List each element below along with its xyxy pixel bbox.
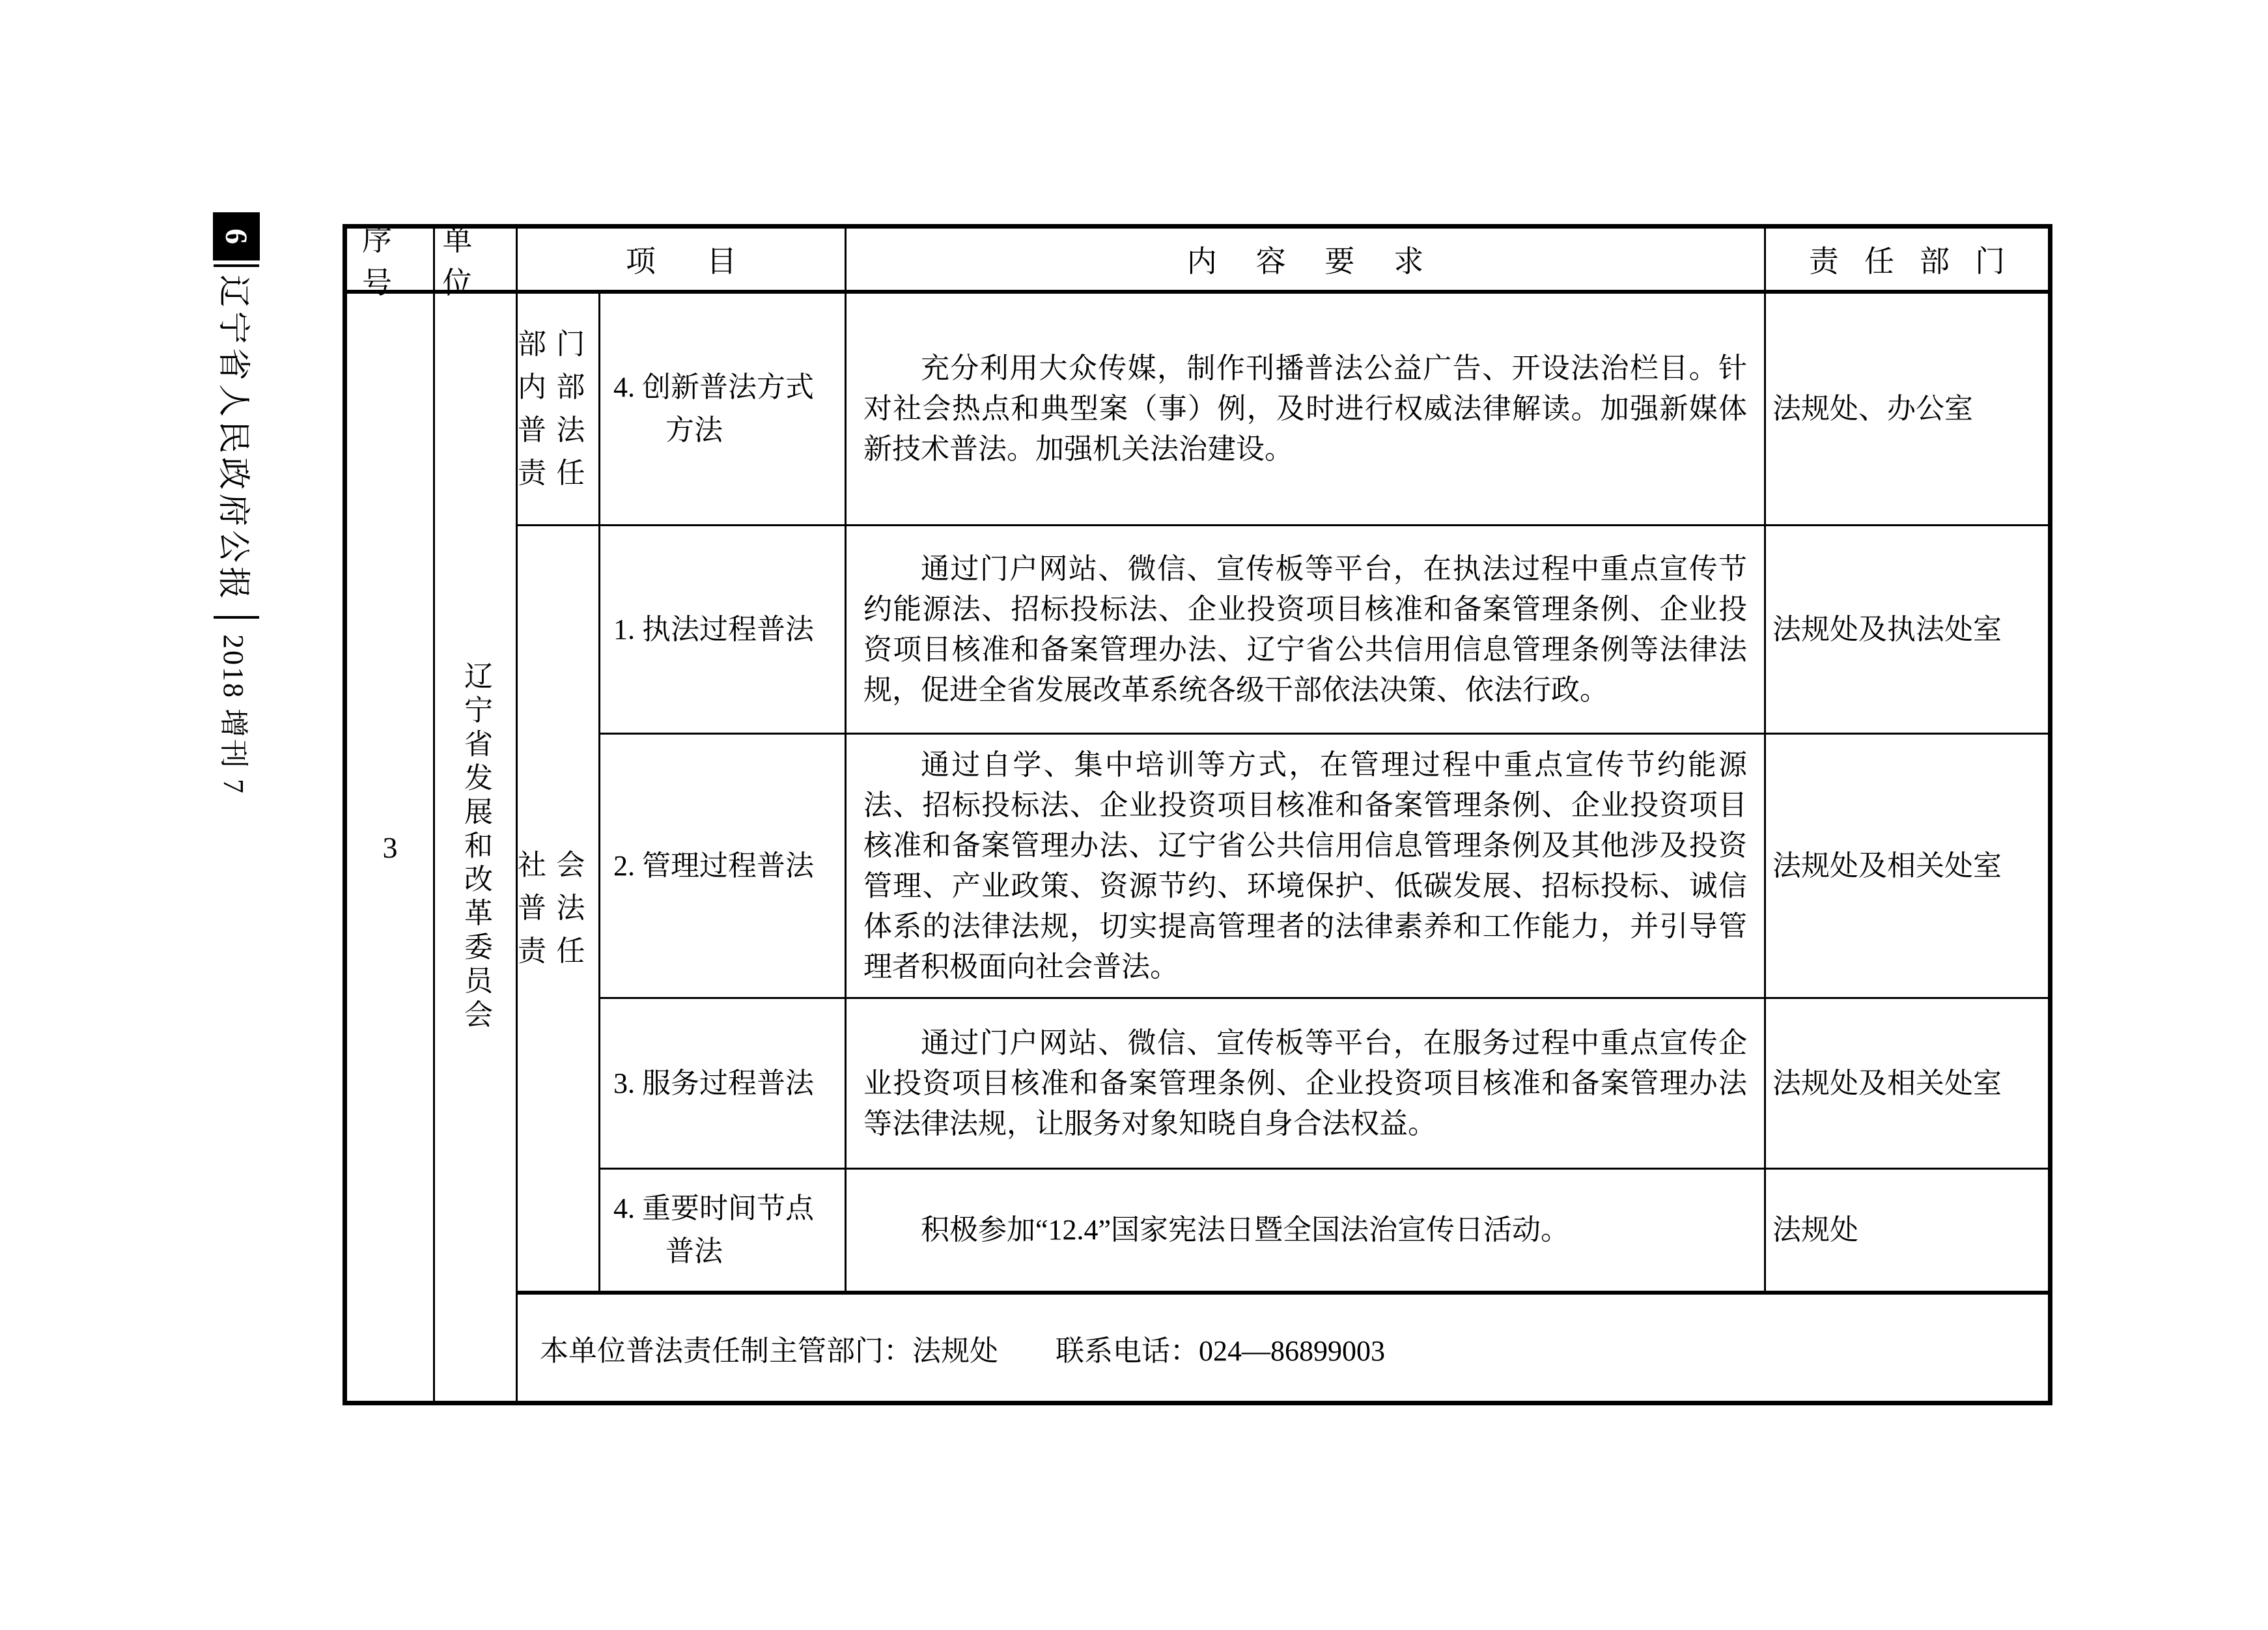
cell-item-row2: [600, 526, 847, 735]
cell-serial-number: [347, 294, 435, 1401]
cell-item-row3: [600, 735, 847, 999]
law-popularization-responsibility-table: [343, 224, 2052, 1405]
header-unit-label: 单位: [442, 223, 480, 300]
cell-content-row1: [847, 294, 1766, 526]
header-content-requirements: [847, 229, 1766, 294]
spine-divider: [214, 264, 259, 267]
header-serial-number-label: 序号: [362, 223, 407, 300]
content-row3-text: 通过自学、集中培训等方式，在管理过程中重点宣传节约能源法、招标投标法、企业投资项目核准和备案管理条例、企业投资项目核准和备案管理办法、辽宁省公共信用信息管理条例及其他涉及投资管理、产业政策、资源节约、环境保护、低碳发展、招标投标、诚信体系的法律法规，切实提高管理者的法律素养和工作能力，并引导管理者积极面向社会普法。: [863, 748, 1747, 983]
group-social-label: 社会普法责任: [518, 849, 595, 967]
cell-footer-contact: [518, 1295, 2048, 1401]
publication-title: 辽宁省人民政府公报: [216, 275, 252, 603]
content-row5-text: 积极参加“12.4”国家宪法日暨全国法治宣传日活动。: [921, 1214, 1570, 1246]
content-row4-text: 通过门户网站、微信、宣传板等平台，在服务过程中重点宣传企业投资项目核准和备案管理条例、企业投资项目核准和备案管理办法等法律法规，让服务对象知晓自身合法权益。: [863, 1026, 1747, 1140]
cell-item-row1: [600, 294, 847, 526]
cell-group-internal: [518, 294, 600, 526]
cell-department-row4: [1766, 999, 2048, 1170]
issue-label: 2018 增刊 7: [217, 634, 249, 795]
content-row2-text: 通过门户网站、微信、宣传板等平台，在执法过程中重点宣传节约能源法、招标投标法、企业投资项目核准和备案管理条例、企业投资项目核准和备案管理办法、辽宁省公共信用信息管理条例等法律法规，促进全省发展改革系统各级干部依法决策、依法行政。: [863, 552, 1747, 706]
unit-name-vertical: 辽宁省发展和改革委员会: [460, 661, 492, 1033]
header-serial-number: [347, 223, 435, 300]
cell-department-row3: [1766, 735, 2048, 999]
cell-item-row4: [600, 999, 847, 1170]
item-row3-text: 2. 管理过程普法: [613, 849, 814, 882]
header-responsible-department: [1766, 229, 2048, 294]
footer-contact-text: 本单位普法责任制主管部门：法规处 联系电话：024—86899003: [540, 1334, 1385, 1367]
item-row1-text: 4. 创新普法方式方法: [613, 371, 814, 446]
department-row1-text: 法规处、办公室: [1772, 393, 1973, 425]
header-item: [518, 229, 847, 294]
group-internal-label: 部门内部普法责任: [518, 328, 595, 489]
page-number: 6: [219, 229, 254, 244]
cell-group-social: [518, 526, 600, 1295]
header-content-requirements-label: 内容要求: [1186, 245, 1463, 278]
item-row4-text: 3. 服务过程普法: [613, 1067, 814, 1099]
page-number-badge: [213, 212, 260, 260]
cell-unit: [435, 294, 518, 1401]
cell-department-row5: [1766, 1170, 2048, 1295]
header-unit: [435, 223, 518, 300]
spine-divider: [214, 616, 259, 619]
cell-department-row2: [1766, 526, 2048, 735]
cell-department-row1: [1766, 294, 2048, 526]
cell-content-row5: [847, 1170, 1766, 1295]
department-row2-text: 法规处及执法处室: [1772, 613, 2002, 645]
item-row5-text: 4. 重要时间节点普法: [613, 1192, 814, 1267]
header-responsible-department-label: 责任部门: [1808, 245, 2031, 278]
department-row3-text: 法规处及相关处室: [1772, 849, 2002, 882]
serial-number-value: 3: [382, 830, 398, 864]
header-item-label: 项目: [625, 245, 788, 278]
department-row5-text: 法规处: [1772, 1214, 1858, 1246]
item-row2-text: 1. 执法过程普法: [613, 613, 814, 645]
content-row1-text: 充分利用大众传媒，制作刊播普法公益广告、开设法治栏目。针对社会热点和典型案（事）例，及时进行权威法律解读。加强新媒体新技术普法。加强机关法治建设。: [863, 352, 1747, 465]
gazette-spine-inner: [211, 212, 262, 795]
gazette-spine: [211, 212, 262, 795]
cell-item-row5: [600, 1170, 847, 1295]
cell-content-row2: [847, 526, 1766, 735]
cell-content-row3: [847, 735, 1766, 999]
department-row4-text: 法规处及相关处室: [1772, 1067, 2002, 1099]
cell-content-row4: [847, 999, 1766, 1170]
